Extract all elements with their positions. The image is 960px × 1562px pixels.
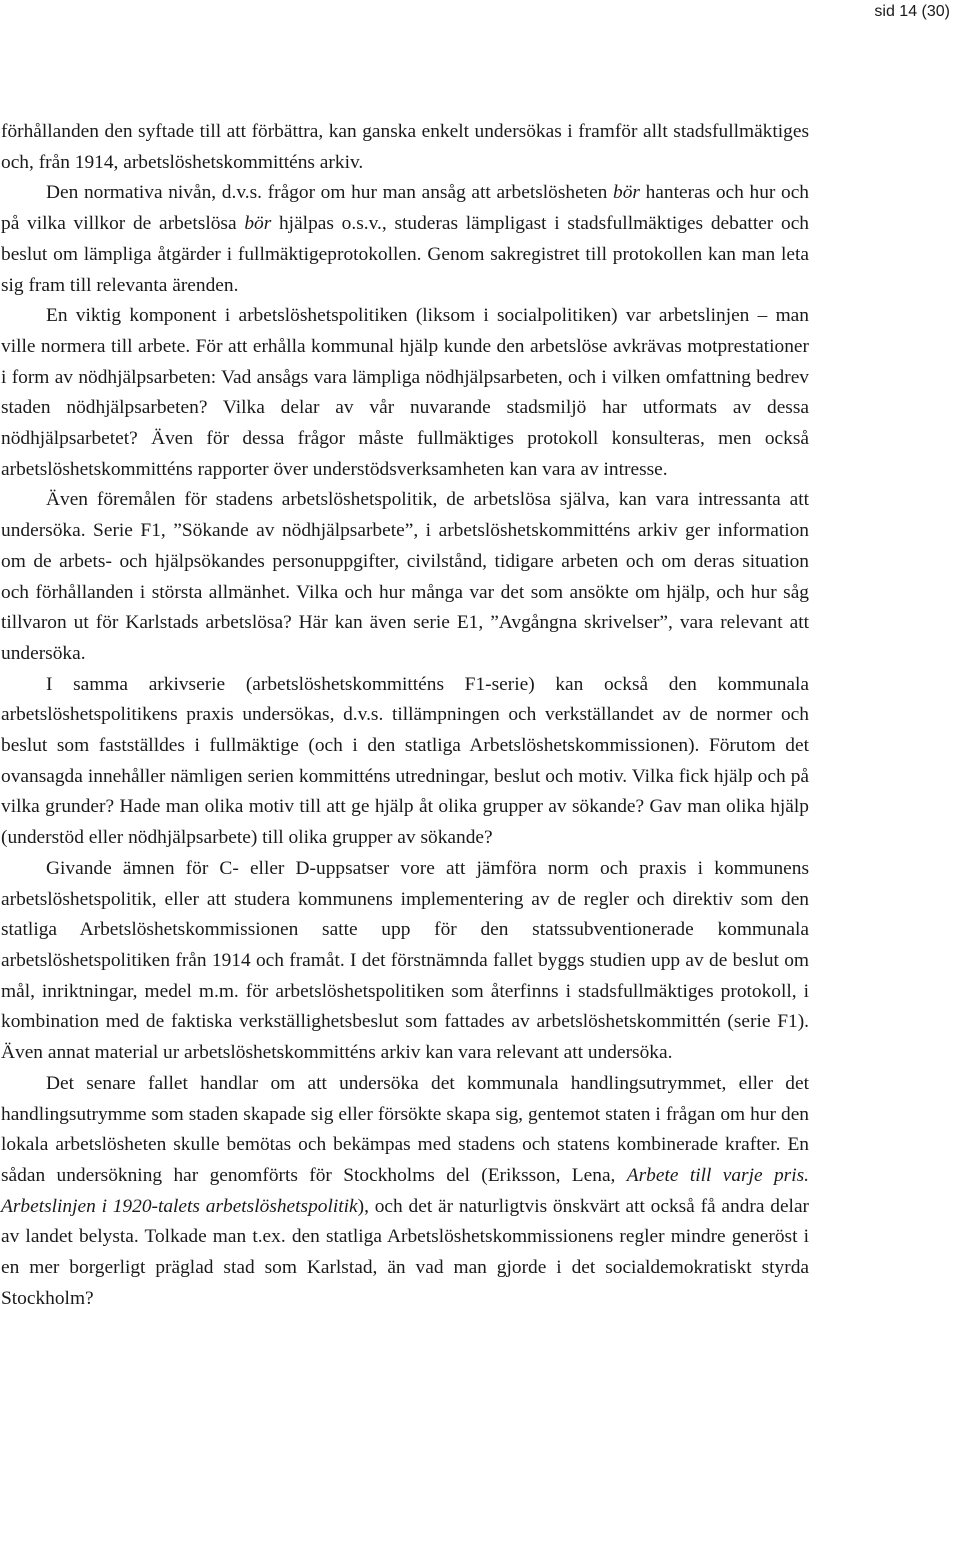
italic-text: bör bbox=[244, 213, 272, 235]
paragraph-text: I samma arkivserie (arbetslöshetskommitténs F1-serie) kan också den kommunala arbetslöshetspolitikens praxis undersökas, d.v.s. tillämpningen och verkställandet av de normer och beslut som fastställdes i fullmäktige (och i den statliga Arbetslöshetskommissionen). Förutom det ovansagda innehåller nämligen serien kommitténs utredningar, beslut och motiv. Vilka fick hjälp och på vilka grunder? Hade man olika motiv till att ge hjälp åt olika grupper av sökande? Gav man olika hjälp (understöd eller nödhjälpsarbete) till olika grupper av sökande? bbox=[1, 673, 809, 849]
paragraph bbox=[1, 1069, 809, 1315]
paragraph-text: Den normativa nivån, d.v.s. frågor om hur man ansåg att arbetslösheten bbox=[46, 182, 614, 204]
page-number: sid 14 (30) bbox=[874, 3, 950, 20]
paragraph-text: Det senare fallet handlar om att undersöka det kommunala handlingsutrymmet, eller det handlingsutrymme som staden skapade sig eller försökte skapa sig, gentemot staten i frågan om hur den lokala arbetslösheten skulle bemötas och bekämpas med stadens och statens kombinerade krafter. En sådan undersökning har genomförts för Stockholms del (Eriksson, Lena, bbox=[1, 1072, 809, 1186]
paragraph-text: hanteras och hur och på vilka villkor de arbetslösa bbox=[1, 182, 810, 235]
paragraph-text: Även föremålen för stadens arbetslöshetspolitik, de arbetslösa själva, kan vara intressanta att undersöka. Serie F1, ”Sökande av nödhjälpsarbete”, i arbetslöshetskommitténs arkiv ger information om de arbets- och hjälpsökandes personuppgifter, civilstånd, tidigare arbeten och om deras situation och förhållanden i största allmänhet. Vilka och hur många var det som ansökte om hjälp, och hur såg tillvaron ut för Karlstads arbetslösa? Här kan även serie E1, ”Avgångna skrivelser”, vara relevant att undersöka. bbox=[1, 489, 809, 664]
paragraph bbox=[1, 670, 809, 854]
paragraph-text: hjälpas o.s.v., studeras lämpligast i stadsfullmäktiges debatter och beslut om lämpliga åtgärder i fullmäktigeprotokollen. Genom sakregistret till protokollen kan man leta sig fram till relevanta ärenden. bbox=[1, 213, 810, 296]
italic-text: Arbete till varje pris. Arbetslinjen i 1920-talets arbetslöshetspolitik bbox=[1, 1164, 809, 1217]
paragraph-text: ), och det är naturligtvis önskvärt att också få andra delar av landet belysta. Tolkade man t.ex. den statliga Arbetslöshetskommissionens regler mindre generöst i en mer borgerligt präglad stad som Karlstad, än vad man gjorde i det socialdemokratiskt styrda Stockholm? bbox=[1, 1195, 810, 1309]
paragraph-text: förhållanden den syftade till att förbättra, kan ganska enkelt undersökas i framför allt stadsfullmäktiges och, från 1914, arbetslöshetskommitténs arkiv. bbox=[1, 121, 809, 173]
paragraph-text: En viktig komponent i arbetslöshetspolitiken (liksom i socialpolitiken) var arbetslinjen – man ville normera till arbete. För att erhålla kommunal hjälp kunde den arbetslöse avkrävas motprestationer i form av nödhjälpsarbeten: Vad ansågs vara lämpliga nödhjälpsarbeten, och i vilken omfattning bedrev staden nödhjälpsarbeten? Vilka delar av vår nuvarande stadsmiljö har utformats av dessa nödhjälpsarbetet? Även för dessa frågor måste fullmäktiges protokoll konsulteras, men också arbetslöshetskommitténs rapporter över understödsverksamheten kan vara av intresse. bbox=[1, 305, 809, 480]
paragraph bbox=[1, 854, 809, 1069]
paragraph-text: Givande ämnen för C- eller D-uppsatser vore att jämföra norm och praxis i kommunens arbetslöshetspolitik, eller att studera kommunens implementering av de regler och direktiv som den statliga Arbetslöshetskommissionen satte upp för den statssubventionerade kommunala arbetslöshetspolitiken från 1914 och framåt. I det förstnämnda fallet byggs studien upp av de beslut om mål, inriktningar, medel m.m. för arbetslöshetspolitiken som återfinns i stadsfullmäktiges protokoll, i kombination med de faktiska verkställighetsbeslut som fattades av arbetslöshetskommittén (serie F1). Även annat material ur arbetslöshetskommitténs arkiv kan vara relevant att undersöka. bbox=[1, 857, 809, 1064]
paragraph bbox=[1, 178, 809, 301]
paragraph bbox=[1, 301, 809, 485]
paragraph bbox=[1, 485, 809, 669]
paragraph bbox=[1, 117, 809, 178]
italic-text: bör bbox=[613, 182, 640, 204]
body-text bbox=[1, 117, 809, 1314]
